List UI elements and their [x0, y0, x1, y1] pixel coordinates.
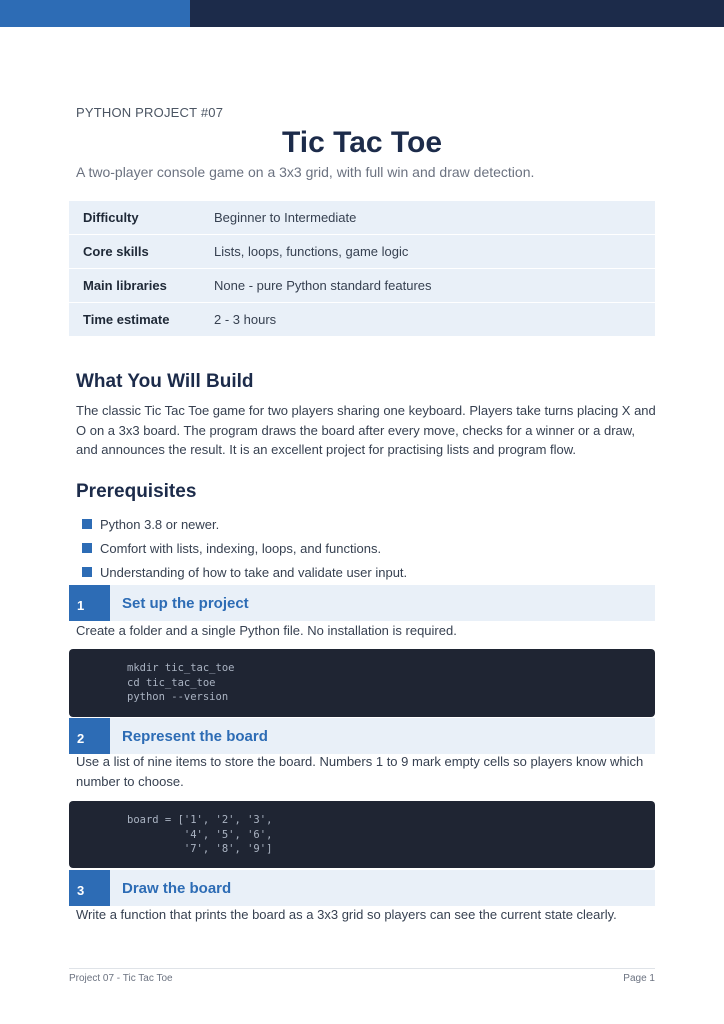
step-1-description: Create a folder and a single Python file. No installation is required.	[76, 623, 457, 638]
step-3-description: Write a function that prints the board as a 3x3 grid so players can see the current state clearly.	[76, 907, 617, 922]
code-text: board = ['1', '2', '3', '4', '5', '6', '7', '8', '9']	[127, 814, 273, 856]
list-item-text: Comfort with lists, indexing, loops, and functions.	[100, 540, 382, 556]
step-2-code-block	[69, 801, 655, 868]
info-value: 2 - 3 hours	[214, 312, 277, 327]
list-item	[82, 560, 407, 584]
info-key: Core skills	[83, 244, 149, 259]
code-text: mkdir tic_tac_toe cd tic_tac_toe python --version	[127, 662, 235, 704]
step-title: Draw the board	[122, 879, 232, 897]
footer-project-label: Project 07 - Tic Tac Toe	[69, 973, 173, 984]
prerequisites-list	[82, 512, 407, 584]
step-2-header	[69, 718, 655, 754]
section-heading-build: What You Will Build	[76, 371, 254, 392]
info-value: None - pure Python standard features	[214, 278, 432, 293]
footer-page-number: Page 1	[623, 973, 655, 984]
top-banner-accent	[0, 0, 190, 27]
info-key: Main libraries	[83, 278, 167, 293]
section-heading-prerequisites: Prerequisites	[76, 481, 197, 502]
info-row-time-estimate	[69, 303, 655, 337]
list-item-text: Understanding of how to take and validate user input.	[100, 564, 408, 580]
project-info-table	[69, 201, 655, 337]
page-subtitle: A two-player console game on a 3x3 grid, with full win and draw detection.	[76, 164, 535, 180]
info-value: Lists, loops, functions, game logic	[214, 244, 409, 259]
step-2-description: Use a list of nine items to store the board. Numbers 1 to 9 mark empty cells so players know which number to choose.	[76, 754, 644, 789]
step-number: 2	[69, 718, 110, 754]
list-item	[82, 512, 407, 536]
step-title: Set up the project	[122, 594, 249, 612]
step-1-header	[69, 585, 655, 621]
build-description: The classic Tic Tac Toe game for two players sharing one keyboard. Players take turns placing X and O on a 3x3 board. The program draws the board after every move, checks for a winner or a draw, and announces the result. It is an excellent project for practising lists and program flow.	[76, 403, 656, 457]
step-number: 1	[69, 585, 110, 621]
page-title: Tic Tac Toe	[281, 126, 443, 159]
step-1-code-block	[69, 649, 655, 717]
footer-divider	[69, 968, 655, 969]
project-kicker: PYTHON PROJECT #07	[76, 105, 224, 120]
info-value: Beginner to Intermediate	[214, 210, 357, 225]
info-row-main-libraries	[69, 269, 655, 303]
step-number: 3	[69, 870, 110, 906]
square-bullet-icon	[82, 567, 92, 577]
info-row-core-skills	[69, 235, 655, 269]
square-bullet-icon	[82, 543, 92, 553]
info-key: Time estimate	[83, 312, 170, 327]
info-row-difficulty	[69, 201, 655, 235]
square-bullet-icon	[82, 519, 92, 529]
list-item	[82, 536, 407, 560]
list-item-text: Python 3.8 or newer.	[100, 516, 220, 532]
step-title: Represent the board	[122, 727, 268, 745]
step-3-header	[69, 870, 655, 906]
info-key: Difficulty	[83, 210, 139, 225]
